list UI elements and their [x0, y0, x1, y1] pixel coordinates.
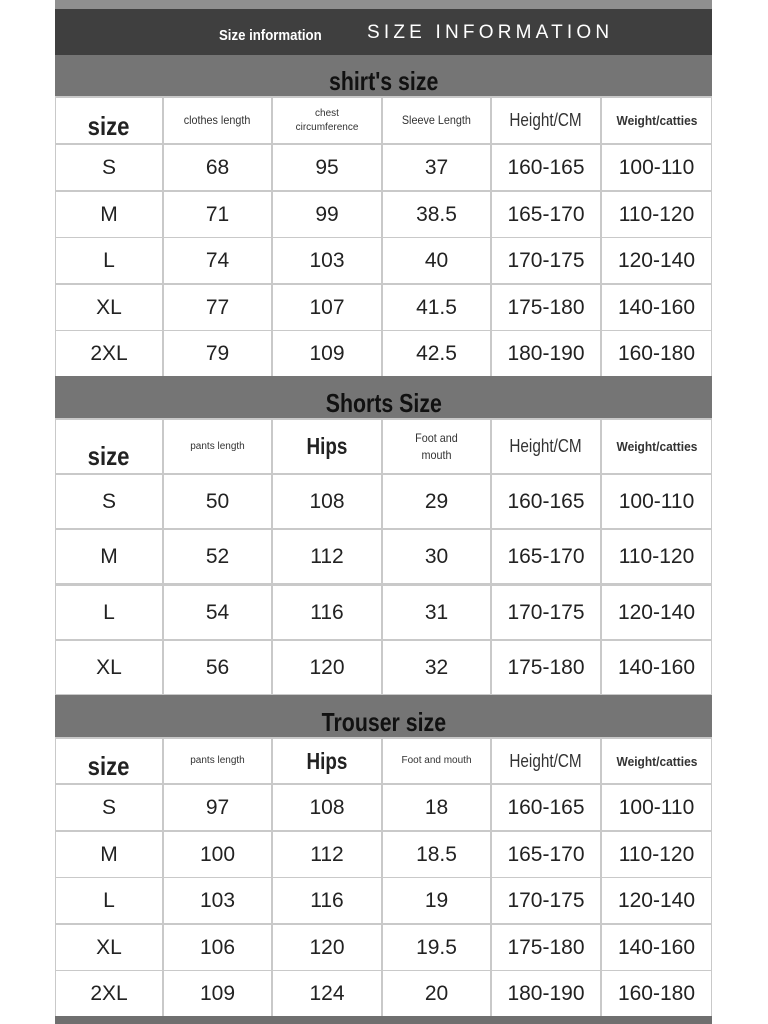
- shorts-data-cell: [164, 475, 271, 528]
- shorts-data-cell-text: S: [101, 489, 116, 513]
- shorts-data-cell-text: 165-170: [507, 544, 585, 568]
- shorts-header-cell: [164, 420, 271, 473]
- shorts-data-cell-text: 110-120: [618, 544, 695, 568]
- trouser-data-cell-text: 116: [310, 888, 344, 912]
- shorts-data-cell: [602, 530, 711, 583]
- shirt-data-cell: [602, 192, 711, 237]
- shirt-header-cell: [383, 98, 490, 143]
- shorts-data-cell: [492, 641, 600, 694]
- trouser-data-cell-text: 180-190: [507, 981, 585, 1005]
- shirt-section-title: [55, 55, 712, 96]
- shirt-section-title-text: shirt's size: [328, 66, 439, 96]
- trouser-data-cell: [383, 971, 490, 1016]
- shorts-data-cell: [602, 586, 711, 639]
- trouser-header-cell: [56, 739, 162, 783]
- shorts-data-cell-text: 116: [310, 600, 344, 624]
- trouser-data-cell: [273, 925, 381, 970]
- shorts-data-cell-text: 120: [309, 655, 345, 679]
- shorts-data-cell: [273, 586, 381, 639]
- trouser-data-cell-text: 108: [309, 795, 345, 819]
- trouser-data-cell-text: 120-140: [617, 888, 696, 912]
- shorts-data-cell-text: 175-180: [507, 655, 585, 679]
- shorts-data-cell: [273, 530, 381, 583]
- shorts-data-cell: [164, 586, 271, 639]
- trouser-section-title-text: Trouser size: [321, 706, 446, 737]
- shirt-data-cell: [492, 285, 600, 330]
- trouser-data-cell-text: 140-160: [617, 935, 696, 959]
- trouser-data-cell: [492, 925, 600, 970]
- shirt-data-cell: [164, 331, 271, 376]
- shorts-data-cell: [602, 641, 711, 694]
- shirt-data-cell-text: 99: [315, 202, 339, 226]
- trouser-data-cell: [383, 878, 490, 923]
- trouser-data-cell-text: M: [100, 842, 118, 866]
- shirt-header-cell: [602, 98, 711, 143]
- trouser-data-cell: [602, 925, 711, 970]
- shirt-data-cell-text: 140-160: [617, 295, 696, 319]
- trouser-data-cell: [56, 785, 162, 830]
- shirt-data-cell-text: 109: [309, 341, 345, 365]
- shorts-data-cell: [273, 475, 381, 528]
- shirt-data-cell: [602, 331, 711, 376]
- shirt-data-cell-text: 68: [205, 155, 230, 179]
- shirt-data-cell-text: 40: [424, 248, 449, 272]
- trouser-data-cell: [602, 785, 711, 830]
- shirt-data-cell: [56, 331, 162, 376]
- trouser-data-cell-text: 100: [199, 842, 236, 866]
- shirt-header-cell: [56, 98, 162, 143]
- shorts-data-cell: [383, 586, 490, 639]
- bottom-strip: [55, 1016, 712, 1024]
- shorts-data-cell: [273, 641, 381, 694]
- top-strip: [55, 0, 712, 9]
- trouser-data-cell-text: 175-180: [507, 935, 585, 959]
- trouser-header-cell: [383, 739, 490, 783]
- trouser-data-cell-text: 120: [309, 935, 345, 959]
- trouser-data-cell-text: 160-180: [617, 981, 696, 1005]
- trouser-data-cell-text: L: [103, 888, 115, 912]
- trouser-data-cell: [273, 971, 381, 1016]
- shirt-data-cell-text: S: [101, 155, 116, 179]
- trouser-data-cell-text: XL: [96, 935, 122, 959]
- shirt-data-cell-text: 160-180: [617, 341, 696, 365]
- shorts-data-cell: [602, 475, 711, 528]
- shirt-data-cell: [56, 145, 162, 190]
- shirt-data-cell-text: L: [103, 248, 115, 272]
- trouser-data-cell-text: 160-165: [507, 795, 585, 819]
- trouser-data-cell: [56, 832, 162, 877]
- shirt-data-cell: [164, 145, 271, 190]
- shorts-section-title-text: Shorts Size: [325, 387, 442, 418]
- shorts-data-cell-text: 112: [310, 544, 344, 568]
- shirt-data-cell: [602, 145, 711, 190]
- shirt-header-cell: [492, 98, 600, 143]
- trouser-data-cell-text: 170-175: [507, 888, 585, 912]
- trouser-header-cell-text: Foot and mouth: [401, 755, 472, 766]
- shorts-header-cell: [56, 420, 162, 473]
- shorts-data-cell: [383, 530, 490, 583]
- trouser-data-cell: [492, 971, 600, 1016]
- trouser-data-cell-text: 18.5: [416, 842, 457, 866]
- trouser-data-cell: [164, 785, 271, 830]
- shorts-data-cell-text: 160-165: [507, 489, 585, 513]
- shirt-data-cell-text: 95: [315, 155, 339, 179]
- shirt-data-cell-text: 37: [424, 155, 449, 179]
- shirt-data-cell-text: 103: [309, 248, 345, 272]
- shorts-header-cell-text: pants length: [190, 440, 245, 452]
- shorts-header-cell-text: Height/CM: [509, 436, 583, 456]
- shirt-data-cell-text: 38.5: [416, 202, 457, 226]
- trouser-data-cell-text: 2XL: [90, 981, 128, 1005]
- shorts-header-cell: [383, 420, 490, 473]
- shirt-data-cell: [56, 192, 162, 237]
- trouser-data-cell-text: 165-170: [507, 842, 585, 866]
- shorts-data-cell-text: 32: [424, 655, 449, 679]
- shirt-data-cell: [56, 238, 162, 283]
- shirt-data-cell-text: 41.5: [416, 295, 457, 319]
- trouser-data-cell: [383, 785, 490, 830]
- trouser-data-cell-text: S: [101, 795, 116, 819]
- shorts-header-cell-text: Foot and mouth: [415, 430, 458, 462]
- shirt-data-cell-text: 100-110: [618, 155, 695, 179]
- trouser-header-cell-text: Height/CM: [509, 750, 583, 771]
- shirt-data-cell-text: 160-165: [507, 155, 585, 179]
- shorts-section-title: [55, 376, 712, 418]
- shirt-data-cell: [383, 145, 490, 190]
- shorts-data-cell-text: 56: [205, 655, 230, 679]
- trouser-header-cell-text: size: [88, 751, 130, 781]
- trouser-data-cell: [56, 971, 162, 1016]
- trouser-data-cell: [273, 878, 381, 923]
- shorts-data-cell-text: XL: [96, 655, 122, 679]
- trouser-data-cell: [492, 832, 600, 877]
- trouser-header-cell-text: Hips: [306, 747, 348, 774]
- shirt-data-cell-text: 79: [205, 341, 230, 365]
- shirt-data-cell: [164, 285, 271, 330]
- shirt-data-cell: [383, 192, 490, 237]
- trouser-header-cell: [602, 739, 711, 783]
- trouser-data-cell: [383, 832, 490, 877]
- shirt-data-cell-text: 165-170: [507, 202, 585, 226]
- shorts-data-cell-text: 30: [424, 544, 449, 568]
- shorts-data-cell-text: 140-160: [617, 655, 696, 679]
- trouser-data-cell-text: 124: [309, 981, 345, 1005]
- trouser-data-cell: [56, 925, 162, 970]
- shorts-data-cell-text: L: [103, 600, 115, 624]
- trouser-data-cell-text: 106: [199, 935, 236, 959]
- shorts-header-cell: [273, 420, 381, 473]
- trouser-data-cell: [164, 832, 271, 877]
- trouser-data-cell-text: 112: [310, 842, 344, 866]
- trouser-data-cell: [164, 971, 271, 1016]
- shirt-data-cell: [273, 145, 381, 190]
- shirt-data-cell: [492, 238, 600, 283]
- trouser-header-cell: [492, 739, 600, 783]
- trouser-data-cell-text: 110-120: [618, 842, 695, 866]
- trouser-data-cell: [164, 925, 271, 970]
- trouser-header-cell-text: pants length: [190, 755, 245, 766]
- shorts-data-cell-text: 50: [205, 489, 230, 513]
- shirt-header-cell-text: size: [88, 111, 130, 141]
- trouser-data-cell-text: 109: [199, 981, 236, 1005]
- trouser-data-cell-text: 103: [199, 888, 236, 912]
- shirt-data-cell-text: 2XL: [90, 341, 128, 365]
- shirt-header-cell-text: Height/CM: [509, 110, 583, 130]
- trouser-data-cell-text: 100-110: [618, 795, 695, 819]
- trouser-header-cell: [164, 739, 271, 783]
- shirt-data-cell: [383, 285, 490, 330]
- shirt-data-cell: [273, 331, 381, 376]
- shirt-header-cell-text: Weight/catties: [616, 113, 697, 128]
- shirt-data-cell: [492, 192, 600, 237]
- shirt-data-cell: [383, 238, 490, 283]
- size-information-label: Size information: [219, 27, 322, 44]
- shorts-data-cell-text: 170-175: [507, 600, 585, 624]
- shorts-data-cell: [164, 641, 271, 694]
- shirt-header-cell: [273, 98, 381, 143]
- shorts-header-cell-text: Weight/catties: [616, 439, 697, 454]
- trouser-data-cell-text: 97: [205, 795, 230, 819]
- trouser-data-cell-text: 20: [424, 981, 449, 1005]
- shorts-header-cell: [492, 420, 600, 473]
- shirt-data-cell-text: 120-140: [617, 248, 696, 272]
- shorts-data-cell: [56, 530, 162, 583]
- shorts-data-cell: [164, 530, 271, 583]
- shorts-data-cell-text: 31: [424, 600, 449, 624]
- shorts-data-cell: [56, 475, 162, 528]
- shirt-data-cell-text: XL: [96, 295, 122, 319]
- shirt-data-cell: [273, 238, 381, 283]
- trouser-data-cell: [602, 832, 711, 877]
- shirt-data-cell-text: 74: [205, 248, 230, 272]
- shirt-data-cell-text: 71: [205, 202, 230, 226]
- trouser-data-cell: [602, 971, 711, 1016]
- shorts-header-cell-text: Hips: [306, 433, 348, 459]
- shirt-data-cell: [602, 285, 711, 330]
- shirt-data-cell-text: 77: [205, 295, 230, 319]
- shirt-data-cell: [56, 285, 162, 330]
- trouser-data-cell: [273, 785, 381, 830]
- shirt-data-cell: [492, 145, 600, 190]
- shorts-data-cell-text: 54: [205, 600, 230, 624]
- trouser-data-cell: [492, 878, 600, 923]
- shirt-data-cell: [273, 285, 381, 330]
- shorts-data-cell-text: 120-140: [617, 600, 696, 624]
- shorts-data-cell-text: 52: [205, 544, 230, 568]
- shirt-data-cell: [492, 331, 600, 376]
- trouser-data-cell: [492, 785, 600, 830]
- shirt-data-cell-text: 175-180: [507, 295, 585, 319]
- trouser-section-title: [55, 695, 712, 737]
- shorts-data-cell: [56, 586, 162, 639]
- trouser-data-cell-text: 18: [424, 795, 449, 819]
- shorts-data-cell-text: 100-110: [618, 489, 695, 513]
- trouser-data-cell: [273, 832, 381, 877]
- shorts-data-cell-text: M: [100, 544, 118, 568]
- shorts-data-cell: [492, 530, 600, 583]
- shirt-data-cell: [383, 331, 490, 376]
- size-information-bar: [55, 9, 712, 55]
- shirt-data-cell: [164, 192, 271, 237]
- shorts-header-cell: [602, 420, 711, 473]
- trouser-data-cell-text: 19.5: [416, 935, 457, 959]
- size-chart: [55, 0, 712, 1024]
- shirt-header-cell-text: clothes length: [184, 113, 251, 127]
- shirt-header-cell: [164, 98, 271, 143]
- shirt-data-cell: [164, 238, 271, 283]
- shirt-data-cell-text: 170-175: [507, 248, 585, 272]
- trouser-data-cell: [56, 878, 162, 923]
- trouser-data-cell: [383, 925, 490, 970]
- shirt-data-cell: [273, 192, 381, 237]
- shorts-header-cell-text: size: [88, 441, 130, 471]
- shorts-data-cell: [383, 641, 490, 694]
- shirt-data-cell-text: 42.5: [416, 341, 457, 365]
- shorts-data-cell-text: 29: [424, 489, 449, 513]
- trouser-data-cell-text: 19: [424, 888, 449, 912]
- shorts-data-cell: [492, 586, 600, 639]
- shirt-data-cell-text: 180-190: [507, 341, 585, 365]
- size-information-heading: SIZE INFORMATION: [367, 22, 614, 43]
- shirt-header-cell-text: chest circumference: [295, 107, 359, 133]
- trouser-header-cell-text: Weight/catties: [616, 753, 697, 769]
- shorts-data-cell: [492, 475, 600, 528]
- shirt-data-cell: [602, 238, 711, 283]
- shirt-header-cell-text: Sleeve Length: [401, 113, 472, 127]
- trouser-data-cell: [602, 878, 711, 923]
- shirt-data-cell-text: 107: [309, 295, 345, 319]
- shirt-data-cell-text: M: [100, 202, 118, 226]
- shorts-data-cell: [56, 641, 162, 694]
- trouser-header-cell: [273, 739, 381, 783]
- shorts-data-cell: [383, 475, 490, 528]
- trouser-data-cell: [164, 878, 271, 923]
- shirt-data-cell-text: 110-120: [618, 202, 695, 226]
- shorts-data-cell-text: 108: [309, 489, 345, 513]
